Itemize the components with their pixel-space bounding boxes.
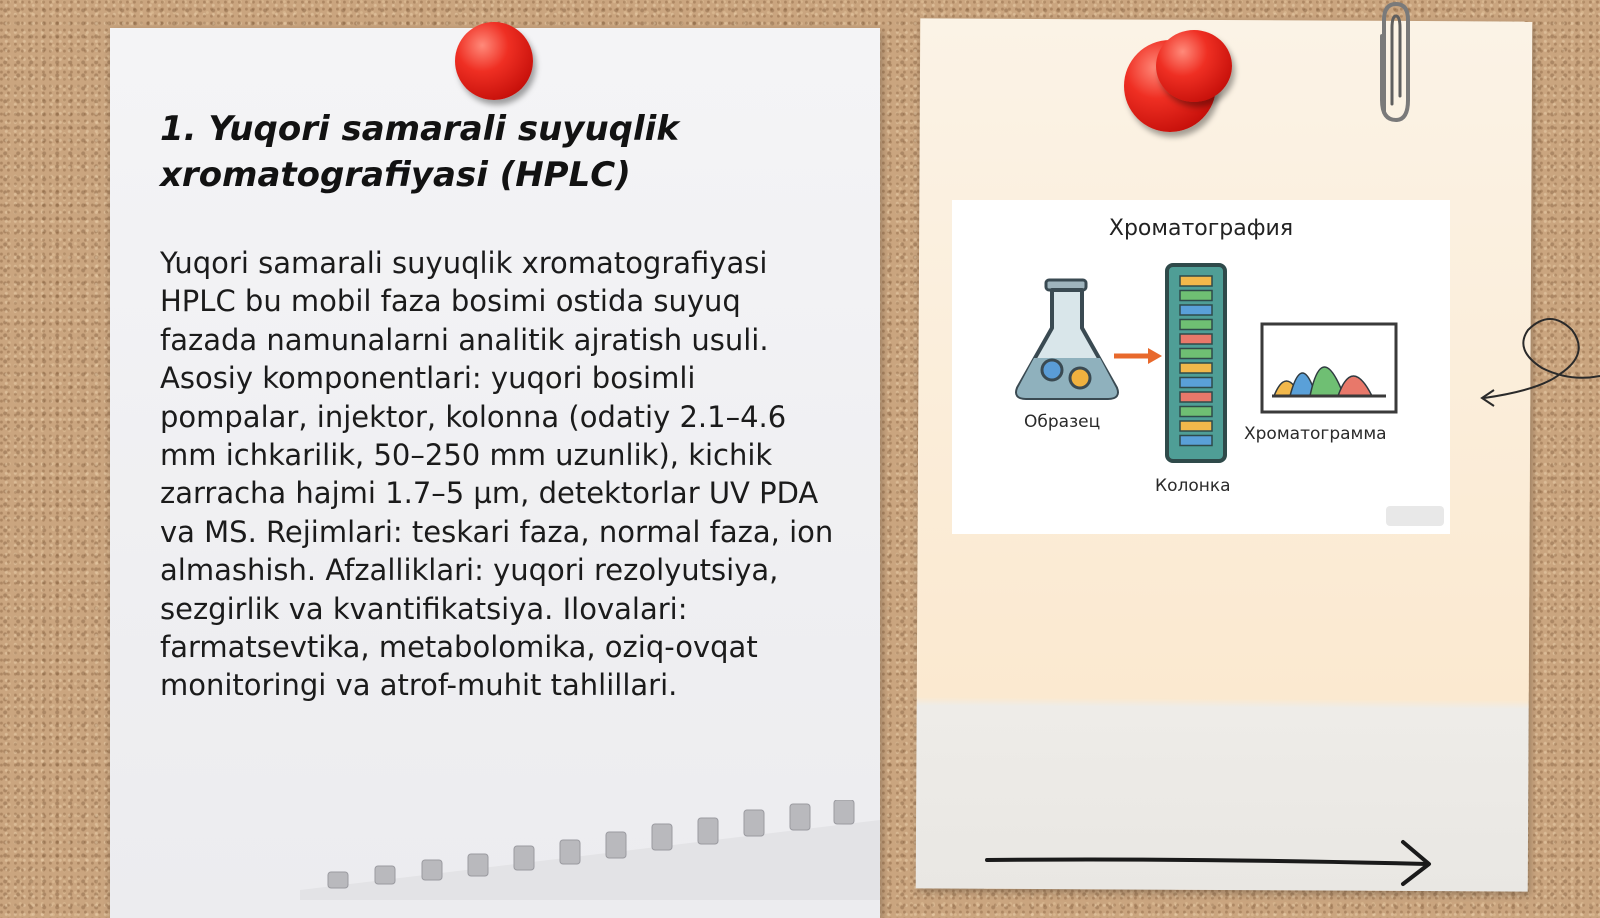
watermark-badge <box>1386 506 1444 526</box>
chromatogram-label: Хроматограмма <box>1244 424 1387 444</box>
torn-paper-edge <box>300 800 880 900</box>
slide-body-text: Yuqori samarali suyuqlik xromatografiyasi HPLC bu mobil faza bosimi ostida suyuq fazada namunalarni analitik ajratish usuli. Asosiy komponentlari: yuqori bosimli pompalar, injektor, kolonna (odatiy 2.1–4.6 mm ichkarilik, 50–250 mm uzunlik), kichik zarracha hajmi 1.7–5 µm, detektorlar UV PDA va MS. Rejimlari: teskari faza, normal faza, ion almashish. Afzalliklari: yuqori rezolyutsiya, sezgirlik va kvantifikatsiya. Ilovalari: farmatsevtika, metabolomika, oziq-ovqat monitoringi va atrof-muhit tahlillari. <box>160 246 834 703</box>
column-band <box>1180 421 1212 431</box>
column-band <box>1180 363 1212 373</box>
column-band <box>1180 378 1212 388</box>
column-band <box>1180 392 1212 402</box>
column-label: Колонка <box>1155 476 1231 496</box>
column-band <box>1180 291 1212 301</box>
figure-title: Хроматография <box>1108 216 1294 241</box>
column-band <box>1180 407 1212 417</box>
flask-icon <box>1012 278 1122 403</box>
column-band <box>1180 320 1212 330</box>
column-band <box>1180 305 1212 315</box>
red-pushpin-right-top <box>1156 30 1232 102</box>
column-icon <box>1164 262 1228 464</box>
long-arrow <box>985 838 1445 888</box>
column-band <box>1180 436 1212 446</box>
column-band <box>1180 276 1212 286</box>
arrow-icon <box>1112 346 1164 366</box>
paperclip-icon <box>1370 0 1420 130</box>
sample-label: Образец <box>1024 412 1101 432</box>
curly-arrow-doodle <box>1480 310 1600 410</box>
slide-title: 1. Yuqori samarali suyuqlik xromatografiyasi (HPLC) <box>160 109 679 195</box>
red-pushpin-left <box>455 22 533 100</box>
column-band <box>1180 334 1212 344</box>
chromatography-figure <box>952 200 1450 534</box>
chromatogram-icon <box>1260 322 1398 414</box>
column-band <box>1180 349 1212 359</box>
